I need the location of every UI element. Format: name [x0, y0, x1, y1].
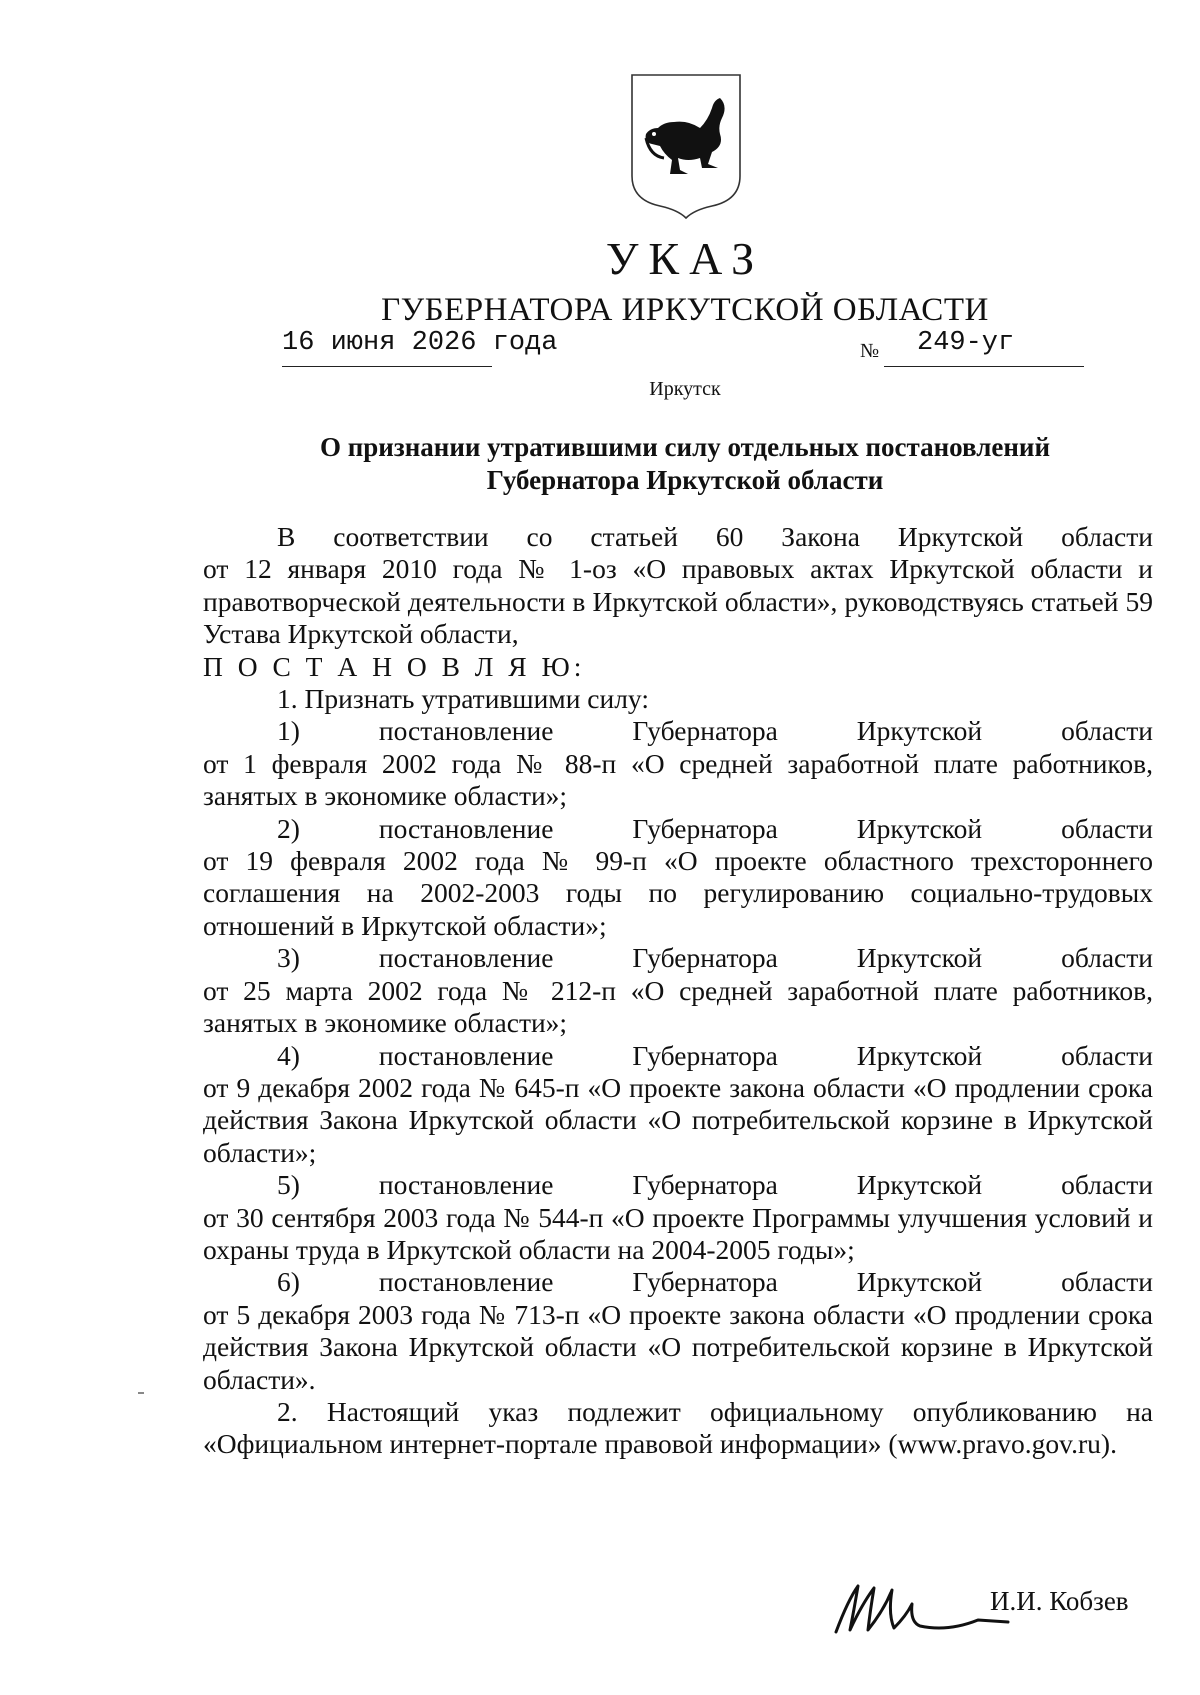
item-6-head: 6) постановление Губернатора Иркутской области [277, 1266, 1153, 1298]
issue-city: Иркутск [649, 378, 721, 400]
clause-1-label: 1. Признать утратившими силу: [277, 683, 649, 715]
number-sign: № [860, 340, 880, 362]
signer-name: И.И. Кобзев [990, 1586, 1129, 1616]
decree-number: 249-уг [917, 328, 1015, 358]
subject-line-2: Губернатора Иркутской области [486, 465, 884, 495]
subject-line-1: О признании утратившими силу отдельных постановлений [319, 432, 1051, 462]
decree-date: 16 июня 2026 года [282, 328, 558, 358]
decree-word: П О С Т А Н О В Л Я Ю: [203, 650, 586, 682]
coat-of-arms-icon [628, 72, 744, 220]
preamble-first-line: В соответствии со статьей 60 Закона Иркутской области [277, 521, 1153, 552]
document-type: УКАЗ [605, 233, 765, 284]
number-underline [884, 366, 1084, 367]
issuer-title: ГУБЕРНАТОРА ИРКУТСКОЙ ОБЛАСТИ [381, 292, 989, 328]
item-3-body: от 25 марта 2002 года № 212-п «О средней заработной плате работников, занятых в экономике области»; [203, 974, 1153, 1039]
decree-body [203, 521, 1153, 1461]
preamble-text: от 12 января 2010 года № 1-оз «О правовых актах Иркутской области и правотворческой деятельности в Иркутской области», руководствуясь статьей 59 Устава Иркутской области, [203, 553, 1153, 650]
item-5-head: 5) постановление Губернатора Иркутской области [277, 1169, 1153, 1201]
item-4-head: 4) постановление Губернатора Иркутской области [277, 1039, 1153, 1071]
item-6-body: от 5 декабря 2003 года № 713-п «О проекте закона области «О продлении срока действия Закона Иркутской области «О потребительской корзине в Иркутской области». [203, 1298, 1153, 1395]
item-1-head: 1) постановление Губернатора Иркутской области [277, 715, 1153, 747]
item-5-body: от 30 сентября 2003 года № 544-п «О проекте Программы улучшения условий и охраны труда в Иркутской области на 2004-2005 годы»; [203, 1201, 1153, 1265]
signature-icon [828, 1570, 1014, 1650]
date-underline [282, 366, 492, 367]
item-4-body: от 9 декабря 2002 года № 645-п «О проекте закона области «О продлении срока действия Закона Иркутской области «О потребительской корзине в Иркутской области»; [203, 1071, 1153, 1168]
item-3-head: 3) постановление Губернатора Иркутской области [277, 942, 1153, 974]
scan-speck [138, 1392, 144, 1394]
item-1-body: от 1 февраля 2002 года № 88-п «О средней заработной плате работников, занятых в экономике области»; [203, 747, 1153, 812]
item-2-head: 2) постановление Губернатора Иркутской области [277, 812, 1153, 844]
clause-2: 2. Настоящий указ подлежит официальному опубликованию на «Официальном интернет-портале правовой информации» (www.pravo.gov.ru). [203, 1395, 1153, 1460]
item-2-body: от 19 февраля 2002 года № 99-п «О проекте областного трехстороннего соглашения на 2002-2003 годы по регулированию социально-трудовых отношений в Иркутской области»; [203, 845, 1153, 941]
